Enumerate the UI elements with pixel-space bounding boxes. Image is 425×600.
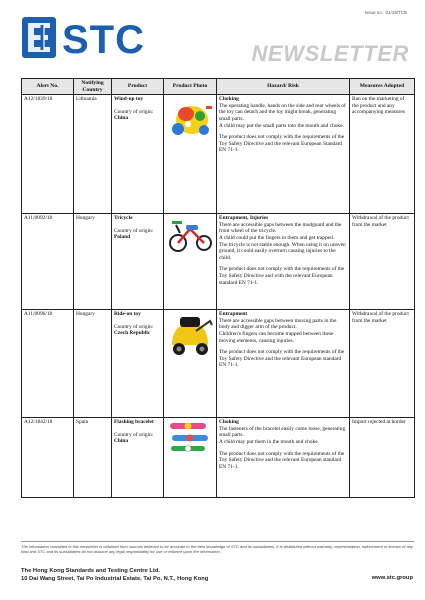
measures-adopted: Ban on the marketing of the product and any accompanying measures: [350, 95, 415, 214]
origin-label: Country of origin:: [114, 431, 154, 438]
hazard-title: Entrapment: [219, 311, 248, 317]
hazard-description: The fasteners of the bracelet easily come loose, generating small parts. A child may put them in the mouth and choke.: [219, 425, 346, 445]
product-name: Ride-on toy: [114, 311, 141, 317]
stc-logo: [22, 17, 152, 59]
notifying-country: Hungary: [74, 310, 112, 418]
flashing-bracelet-photo: [166, 419, 214, 455]
table-row: [22, 310, 415, 418]
col-alert-no: Alert No.: [22, 79, 74, 95]
alert-no: A12/1839/18: [22, 95, 74, 214]
measures-adopted: Import rejected at border: [350, 418, 415, 498]
col-notifying-country: Notifying Country: [74, 79, 112, 95]
product-cell: [112, 418, 164, 498]
product-cell: [112, 310, 164, 418]
hazard-description: There are accessible gaps between the mudguard and the front wheel of the tricycle. A child could put the fingers in them and get trapped. The tricycle is not stable enough. When using it on uneven ground, it could easily overturn causing injuries to the child.: [219, 221, 346, 261]
stc-wordmark: STC: [62, 18, 145, 59]
issue-number: Issue no.: 01/19/TCB: [364, 10, 407, 15]
ride-on-toy-photo: [166, 311, 214, 357]
product-name: Wind-up toy: [114, 96, 144, 102]
alerts-table: [21, 78, 415, 498]
measures-adopted: Withdrawal of the product from the market: [350, 310, 415, 418]
alert-no: A11/0092/18: [22, 214, 74, 310]
compliance-note: The product does not comply with the requirements of the Toy Safety Directive and the relevant European Standard EN 71-1.: [219, 134, 345, 154]
hazard-title: Entrapment, Injuries: [219, 215, 269, 221]
measures-adopted: Withdrawal of the product from the market: [350, 214, 415, 310]
hazard-cell: [217, 310, 350, 418]
product-photo-cell: [164, 418, 217, 498]
table-row: [22, 95, 415, 214]
product-name: Flashing bracelet: [114, 419, 154, 425]
origin-country: China: [114, 115, 129, 122]
website-link[interactable]: www.stc.group: [371, 575, 413, 581]
hazard-cell: [217, 214, 350, 310]
hazard-cell: [217, 95, 350, 214]
alert-no: A11/0096/18: [22, 310, 74, 418]
company-block: [21, 567, 208, 583]
table-row: [22, 214, 415, 310]
newsletter-label: NEWSLETTER: [251, 41, 409, 66]
origin-country: Poland: [114, 234, 131, 241]
hazard-cell: [217, 418, 350, 498]
notifying-country: Spain: [74, 418, 112, 498]
compliance-note: The product does not comply with the requirements of the Toy Safety Directive and the relevant European standard EN 71-1.: [219, 450, 345, 470]
hazard-title: Choking: [219, 96, 239, 102]
origin-label: Country of origin:: [114, 323, 154, 330]
compliance-note: The product does not comply with the requirements of the Toy Safety Directive and with the relevant European standard EN 71-1.: [219, 266, 345, 286]
origin-country: China: [114, 438, 129, 445]
hazard-description: There are accessible gaps between moving parts in the body and digger arm of the product. Children's fingers can become trapped between these moving elements, causing injuries.: [219, 317, 337, 344]
hazard-title: Choking: [219, 419, 239, 425]
compliance-note: The product does not comply with the requirements of the Toy Safety Directive and the relevant European standard EN 71-1.: [219, 349, 345, 369]
col-product-photo: Product Photo: [164, 79, 217, 95]
product-photo-cell: [164, 95, 217, 214]
table-header-row: [22, 79, 415, 95]
col-hazard-risk: Hazard/ Risk: [217, 79, 350, 95]
company-name: The Hong Kong Standards and Testing Centre Ltd.: [21, 568, 161, 574]
page-header: [0, 0, 425, 78]
product-photo-cell: [164, 214, 217, 310]
disclaimer-text: The information contained in this newsletter is obtained from sources believed to be accurate to the best knowledge of STC and its subsidiaries. It is distributed without warranty, representation, inducement or license of any kind and STC and its subsidiaries do not assume any legal responsibility for use or reliance upon the information.: [21, 544, 413, 555]
tricycle-photo: [166, 215, 214, 253]
product-cell: [112, 214, 164, 310]
product-cell: [112, 95, 164, 214]
origin-label: Country of origin:: [114, 227, 154, 234]
notifying-country: Hungary: [74, 214, 112, 310]
hazard-description: The operating handle, hands on the side and rear wheels of the toy can detach and the toy might break, generating small parts. A child may put the small parts into the mouth and choke.: [219, 102, 346, 129]
company-address: 10 Dai Wang Street, Tai Po Industrial Estate, Tai Po, N.T., Hong Kong: [21, 576, 209, 583]
notifying-country: Lithuania: [74, 95, 112, 214]
wind-up-toy-photo: [166, 96, 214, 140]
col-measures-adopted: Measures Adopted: [350, 79, 415, 95]
alert-no: A12/1842/18: [22, 418, 74, 498]
product-photo-cell: [164, 310, 217, 418]
footer-divider: [21, 541, 414, 542]
origin-label: Country of origin:: [114, 108, 154, 115]
col-product: Product: [112, 79, 164, 95]
table-row: [22, 418, 415, 498]
origin-country: Czech Republic: [114, 330, 151, 337]
product-name: Tricycle: [114, 215, 133, 221]
